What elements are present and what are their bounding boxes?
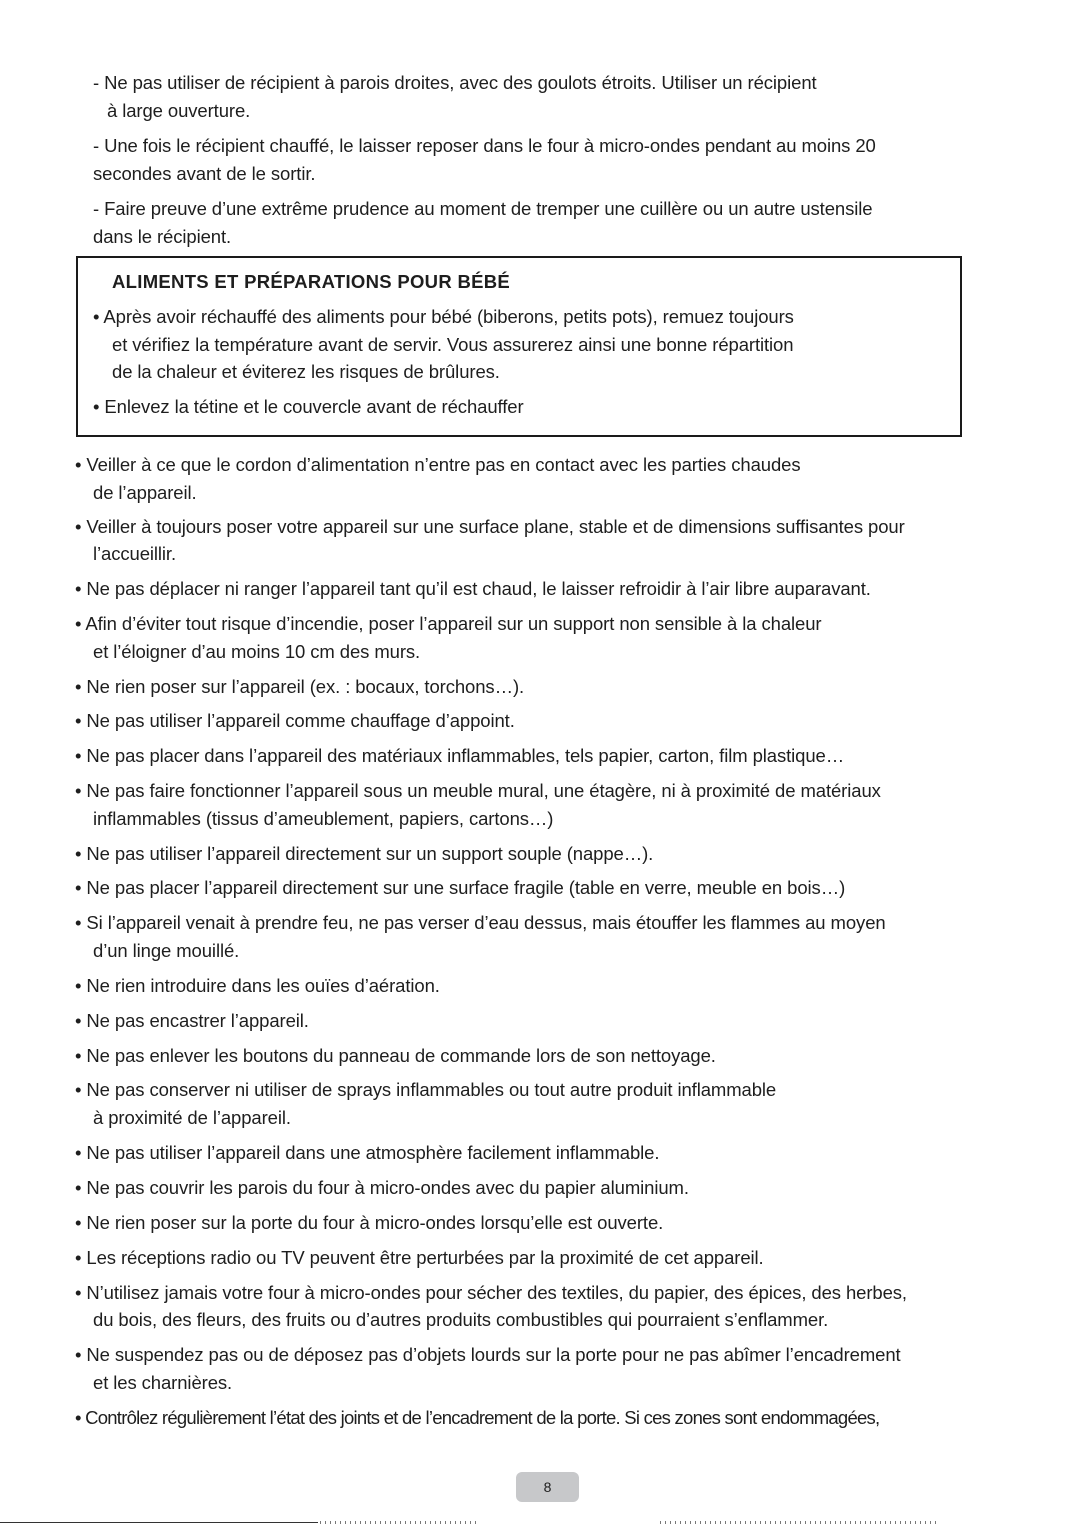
safety-bullet-line: et les charnières. [93, 1372, 233, 1393]
safety-bullet-line: d’un linge mouillé. [93, 940, 240, 961]
safety-bullet-line: • Ne rien introduire dans les ouïes d’aération. [75, 975, 440, 996]
safety-bullet-line: • Ne pas enlever les boutons du panneau de commande lors de son nettoyage. [75, 1045, 716, 1066]
safety-bullet-line: • Afin d’éviter tout risque d’incendie, poser l’appareil sur un support non sensible à la chaleur [75, 613, 822, 634]
safety-bullet-line: • Ne rien poser sur la porte du four à micro-ondes lorsqu’elle est ouverte. [75, 1212, 664, 1233]
page-number: 8 [516, 1472, 579, 1502]
container-item-2-line-1: - Une fois le récipient chauffé, le laisser reposer dans le four à micro-ondes pendant au moins 20 [93, 135, 876, 156]
safety-bullet-line: • Ne pas placer l’appareil directement sur une surface fragile (table en verre, meuble en bois…) [75, 877, 846, 898]
safety-bullet-line: du bois, des fleurs, des fruits ou d’autres produits combustibles qui pourraient s’enflammer. [93, 1309, 829, 1330]
baby-food-bullet-2: • Enlevez la tétine et le couvercle avant de réchauffer [93, 396, 524, 417]
safety-bullet-line: • Ne pas placer dans l’appareil des matériaux inflammables, tels papier, carton, film plastique… [75, 745, 845, 766]
safety-bullet-line: de l’appareil. [93, 482, 197, 503]
safety-bullet-line: l’accueillir. [93, 543, 177, 564]
safety-bullet-line: • Veiller à toujours poser votre appareil sur une surface plane, stable et de dimensions suffisantes pour [75, 516, 905, 537]
safety-bullet-line: • Ne suspendez pas ou de déposez pas d’objets lourds sur la porte pour ne pas abîmer l’encadrement [75, 1344, 901, 1365]
footer-rule [0, 1522, 318, 1523]
footer-dots [320, 1521, 480, 1524]
baby-food-box-title: ALIMENTS ET PRÉPARATIONS POUR BÉBÉ [112, 271, 511, 292]
safety-bullet-line: • Ne pas déplacer ni ranger l’appareil tant qu’il est chaud, le laisser refroidir à l’air libre auparavant. [75, 578, 871, 599]
safety-bullet-line: • Veiller à ce que le cordon d’alimentation n’entre pas en contact avec les parties chaudes [75, 454, 801, 475]
container-item-3-line-2: dans le récipient. [93, 226, 232, 247]
safety-bullet-line: et l’éloigner d’au moins 10 cm des murs. [93, 641, 421, 662]
safety-bullet-line: • Si l’appareil venait à prendre feu, ne pas verser d’eau dessus, mais étouffer les flammes au moyen [75, 912, 886, 933]
container-item-1-line-1: - Ne pas utiliser de récipient à parois droites, avec des goulots étroits. Utiliser un récipient [93, 72, 817, 93]
safety-bullet-line: • Les réceptions radio ou TV peuvent être perturbées par la proximité de cet appareil. [75, 1247, 764, 1268]
safety-bullet-line: • Ne pas utiliser l’appareil directement sur un support souple (nappe…). [75, 843, 654, 864]
safety-bullet-line: • Ne pas conserver ni utiliser de sprays inflammables ou tout autre produit inflammable [75, 1079, 777, 1100]
safety-bullet-line: • Contrôlez régulièrement l’état des joints et de l’encadrement de la porte. Si ces zones sont endommagées, [75, 1407, 880, 1428]
safety-bullet-line: • Ne pas couvrir les parois du four à micro-ondes avec du papier aluminium. [75, 1177, 689, 1198]
safety-bullet-line: à proximité de l’appareil. [93, 1107, 291, 1128]
baby-food-bullet-1-line-1: • Après avoir réchauffé des aliments pour bébé (biberons, petits pots), remuez toujours [93, 306, 794, 327]
safety-bullet-line: inflammables (tissus d’ameublement, papiers, cartons…) [93, 808, 554, 829]
safety-bullet-line: • Ne pas faire fonctionner l’appareil sous un meuble mural, une étagère, ni à proximité de matériaux [75, 780, 881, 801]
safety-bullet-line: • N’utilisez jamais votre four à micro-ondes pour sécher des textiles, du papier, des épices, des herbes, [75, 1282, 907, 1303]
container-item-1-line-2: à large ouverture. [107, 100, 251, 121]
safety-bullet-line: • Ne rien poser sur l’appareil (ex. : bocaux, torchons…). [75, 676, 525, 697]
baby-food-bullet-1-line-2: et vérifiez la température avant de servir. Vous assurerez ainsi une bonne répartition [112, 334, 794, 355]
footer-dots [660, 1521, 940, 1524]
safety-bullet-line: • Ne pas utiliser l’appareil comme chauffage d’appoint. [75, 710, 515, 731]
baby-food-bullet-1-line-3: de la chaleur et éviterez les risques de brûlures. [112, 361, 500, 382]
container-item-3-line-1: - Faire preuve d’une extrême prudence au moment de tremper une cuillère ou un autre ustensile [93, 198, 873, 219]
container-item-2-line-2: secondes avant de le sortir. [93, 163, 316, 184]
safety-bullet-line: • Ne pas utiliser l’appareil dans une atmosphère facilement inflammable. [75, 1142, 660, 1163]
safety-bullet-line: • Ne pas encastrer l’appareil. [75, 1010, 309, 1031]
